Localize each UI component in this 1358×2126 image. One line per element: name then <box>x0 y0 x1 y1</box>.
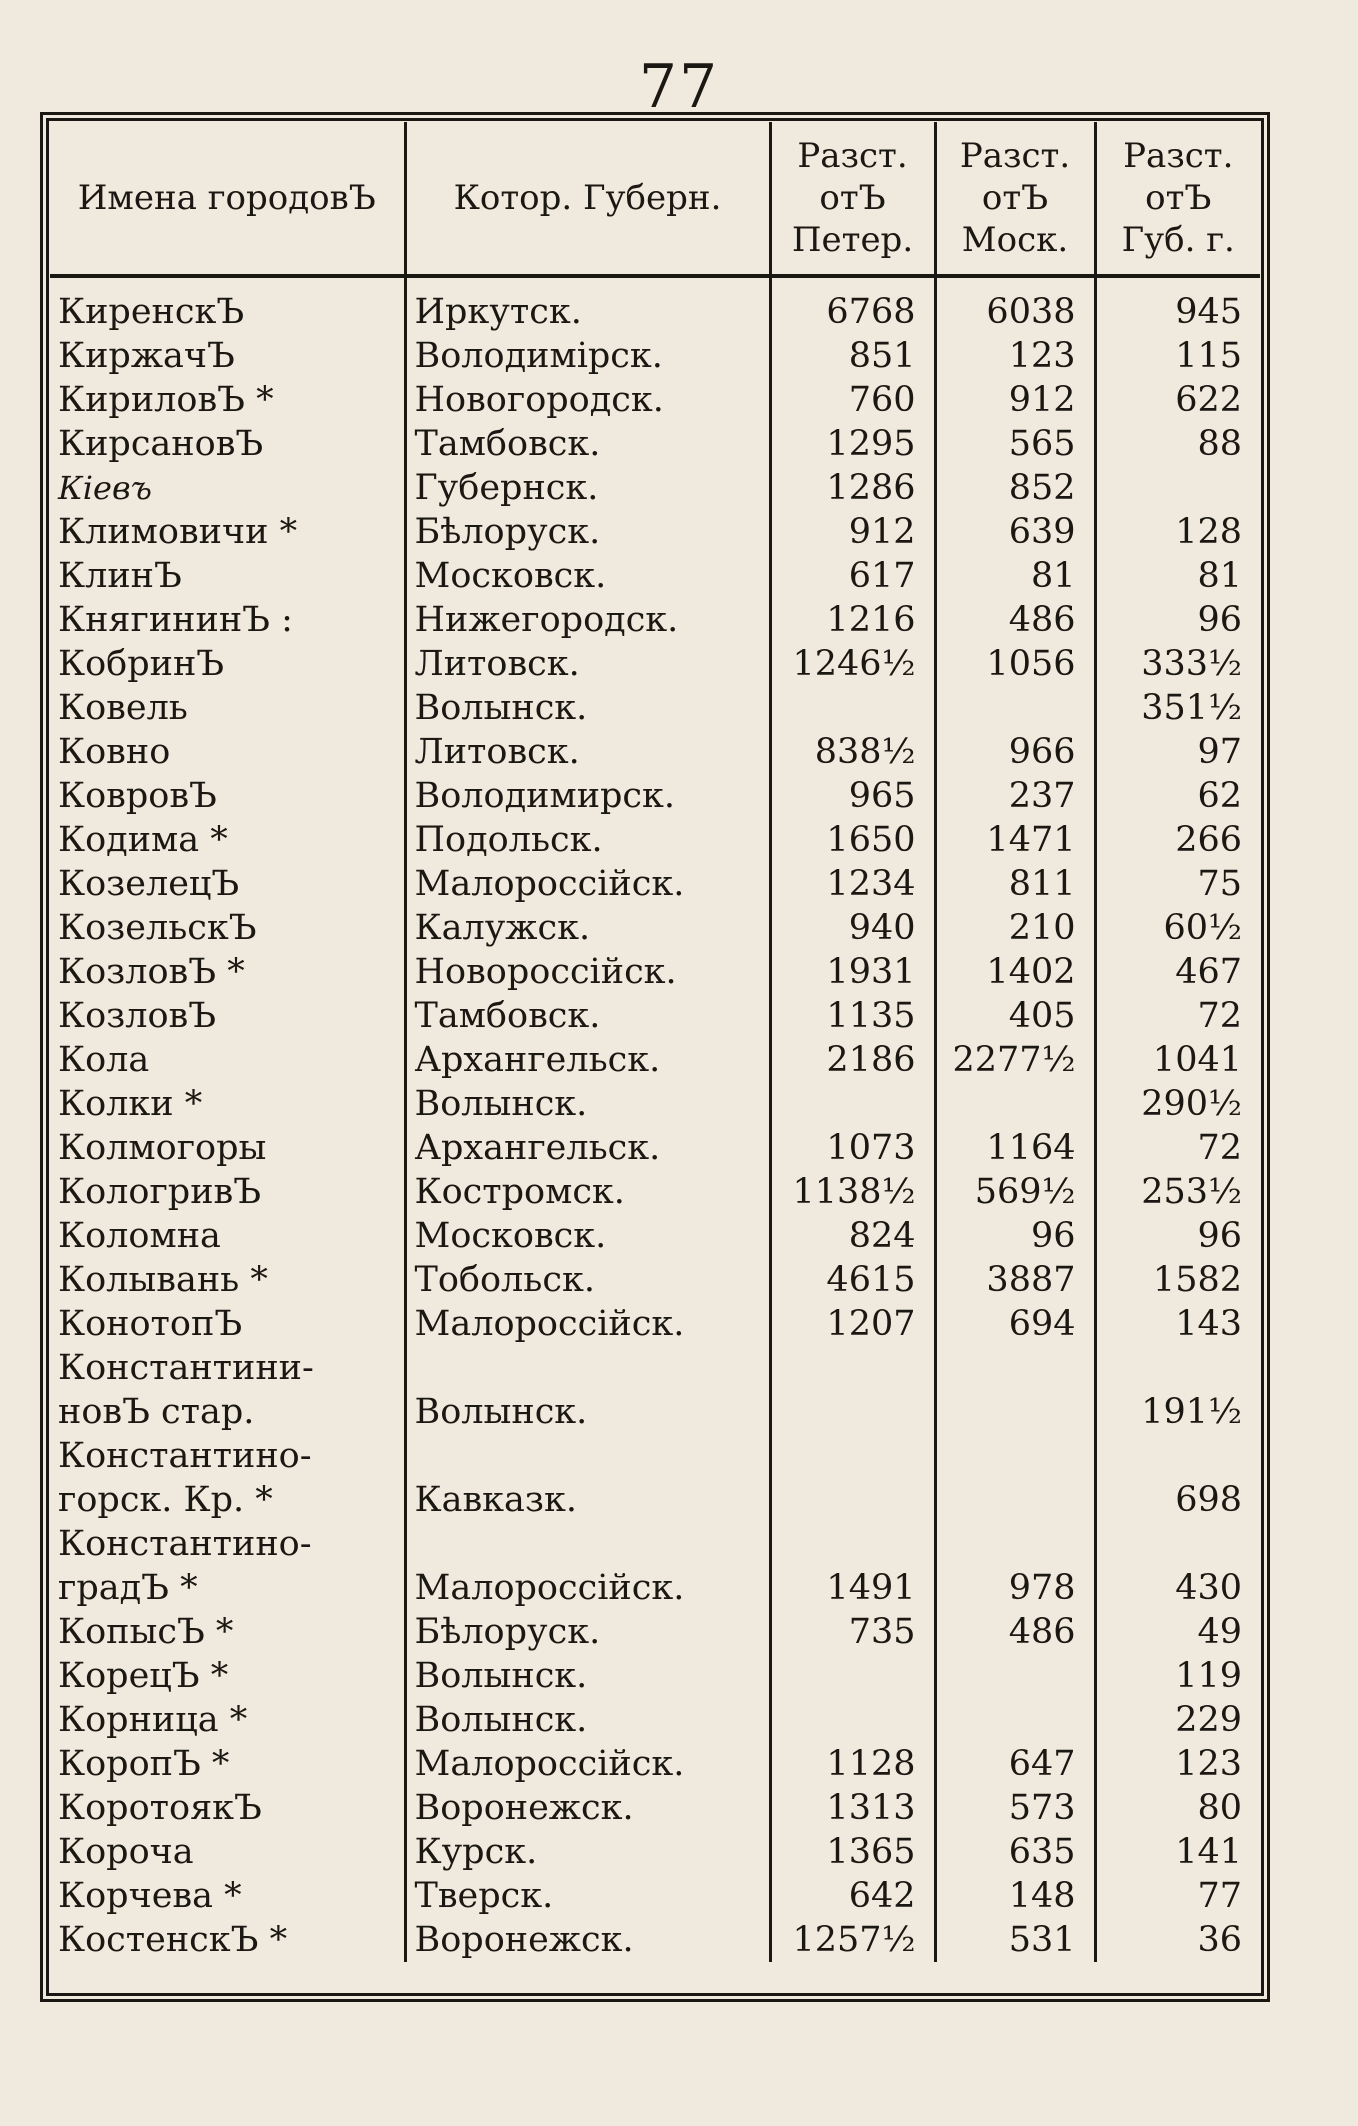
cell-dist-moscow <box>935 1654 1095 1698</box>
cell-dist-peter: 1216 <box>770 598 935 642</box>
cell-dist-moscow: 405 <box>935 994 1095 1038</box>
cell-dist-peter <box>770 1698 935 1742</box>
header-dist-moscow-l1: Разст. <box>959 136 1071 176</box>
cell-province: Костромск. <box>405 1170 770 1214</box>
header-dist-gub <box>1095 122 1260 276</box>
cell-dist-moscow: 1164 <box>935 1126 1095 1170</box>
cell-dist-gub: 60½ <box>1095 906 1260 950</box>
cell-dist-peter <box>770 1522 935 1566</box>
cell-city: Колмогоры <box>58 1128 267 1168</box>
cell-dist-moscow <box>935 1522 1095 1566</box>
cell-dist-moscow: 811 <box>935 862 1095 906</box>
header-dist-peter-l1: Разст. <box>797 136 908 176</box>
cell-dist-gub: 128 <box>1095 510 1260 554</box>
cell-dist-gub: 143 <box>1095 1302 1260 1346</box>
cell-dist-moscow: 912 <box>935 378 1095 422</box>
cell-dist-moscow: 6038 <box>935 276 1095 334</box>
cell-dist-peter <box>770 1082 935 1126</box>
cell-dist-peter: 735 <box>770 1610 935 1654</box>
cell-city: КологривЪ <box>58 1172 262 1212</box>
cell-dist-moscow: 647 <box>935 1742 1095 1786</box>
cell-dist-moscow: 237 <box>935 774 1095 818</box>
cell-dist-moscow: 639 <box>935 510 1095 554</box>
table-row <box>50 774 1260 818</box>
table-row <box>50 1258 1260 1302</box>
cell-dist-peter <box>770 1478 935 1522</box>
table-row <box>50 276 1260 334</box>
cell-dist-peter <box>770 686 935 730</box>
cell-dist-moscow: 123 <box>935 334 1095 378</box>
cell-dist-gub: 80 <box>1095 1786 1260 1830</box>
cell-dist-gub <box>1095 466 1260 510</box>
table-row <box>50 422 1260 466</box>
cell-dist-peter <box>770 1654 935 1698</box>
cell-city: Короча <box>58 1832 194 1872</box>
cell-dist-gub: 36 <box>1095 1918 1260 1962</box>
cell-province: Литовск. <box>405 730 770 774</box>
table-row <box>50 1874 1260 1918</box>
table-row <box>50 994 1260 1038</box>
cell-city: Корчева * <box>58 1876 242 1916</box>
cell-city: Колывань * <box>58 1260 268 1300</box>
cell-dist-gub <box>1095 1346 1260 1390</box>
cell-dist-peter: 1138½ <box>770 1170 935 1214</box>
cell-dist-moscow: 1056 <box>935 642 1095 686</box>
cell-city: Константино- <box>58 1524 312 1564</box>
table-row <box>50 466 1260 510</box>
cell-dist-moscow: 694 <box>935 1302 1095 1346</box>
cell-dist-peter: 4615 <box>770 1258 935 1302</box>
cell-dist-peter: 838½ <box>770 730 935 774</box>
header-dist-gub-l1: Разст. <box>1123 136 1234 176</box>
cell-city: Кола <box>58 1040 150 1080</box>
cell-province: Володимірск. <box>405 334 770 378</box>
cell-dist-moscow: 569½ <box>935 1170 1095 1214</box>
cell-dist-moscow: 1471 <box>935 818 1095 862</box>
cell-province: Иркутск. <box>405 276 770 334</box>
cell-dist-peter: 1931 <box>770 950 935 994</box>
cell-dist-gub: 77 <box>1095 1874 1260 1918</box>
cell-province: Литовск. <box>405 642 770 686</box>
cell-dist-moscow <box>935 1082 1095 1126</box>
table-row <box>50 1522 1260 1566</box>
cell-city: КириловЪ * <box>58 380 274 420</box>
cell-province: Архангельск. <box>405 1038 770 1082</box>
cell-dist-moscow <box>935 1698 1095 1742</box>
header-dist-peter-l2: отЪ <box>819 178 886 218</box>
header-dist-moscow-l3: Моск. <box>961 220 1069 260</box>
cell-city: новЪ стар. <box>58 1392 255 1432</box>
table-row <box>50 818 1260 862</box>
cell-dist-peter: 1491 <box>770 1566 935 1610</box>
cell-dist-moscow: 852 <box>935 466 1095 510</box>
table-row <box>50 906 1260 950</box>
cell-dist-gub: 290½ <box>1095 1082 1260 1126</box>
cell-province: Архангельск. <box>405 1126 770 1170</box>
cell-city: Коломна <box>58 1216 221 1256</box>
cell-dist-gub: 351½ <box>1095 686 1260 730</box>
cell-province: Подольск. <box>405 818 770 862</box>
table-row <box>50 686 1260 730</box>
cell-province: Калужск. <box>405 906 770 950</box>
cell-province <box>405 1522 770 1566</box>
cell-dist-moscow: 635 <box>935 1830 1095 1874</box>
cell-city: Климовичи * <box>58 512 298 552</box>
table-row <box>50 378 1260 422</box>
cell-province: Московск. <box>405 554 770 598</box>
cell-dist-peter: 1257½ <box>770 1918 935 1962</box>
distance-table <box>50 122 1260 1962</box>
table-row <box>50 1698 1260 1742</box>
cell-dist-gub: 97 <box>1095 730 1260 774</box>
cell-province: Бѣлоруск. <box>405 510 770 554</box>
table-row <box>50 1786 1260 1830</box>
table-row <box>50 642 1260 686</box>
cell-province: Новороссійск. <box>405 950 770 994</box>
cell-dist-peter: 6768 <box>770 276 935 334</box>
cell-dist-peter: 940 <box>770 906 935 950</box>
table-row <box>50 554 1260 598</box>
header-city: Имена городовЪ <box>50 122 405 276</box>
cell-dist-gub <box>1095 1522 1260 1566</box>
cell-city: КорецЪ * <box>58 1656 229 1696</box>
cell-dist-moscow: 1402 <box>935 950 1095 994</box>
cell-dist-gub: 88 <box>1095 422 1260 466</box>
cell-province: Тверск. <box>405 1874 770 1918</box>
cell-province: Малороссійск. <box>405 862 770 906</box>
cell-dist-moscow <box>935 1346 1095 1390</box>
cell-province: Нижегородск. <box>405 598 770 642</box>
cell-dist-peter: 1286 <box>770 466 935 510</box>
table-row <box>50 598 1260 642</box>
cell-dist-gub: 253½ <box>1095 1170 1260 1214</box>
cell-dist-moscow <box>935 1390 1095 1434</box>
cell-province: Новогородск. <box>405 378 770 422</box>
cell-city: Колки * <box>58 1084 203 1124</box>
cell-dist-gub: 266 <box>1095 818 1260 862</box>
cell-dist-moscow: 210 <box>935 906 1095 950</box>
header-dist-moscow <box>935 122 1095 276</box>
cell-city: Константини- <box>58 1348 314 1388</box>
header-dist-moscow-l2: отЪ <box>981 178 1049 218</box>
cell-province: Малороссійск. <box>405 1566 770 1610</box>
cell-province: Воронежск. <box>405 1918 770 1962</box>
table-row <box>50 1610 1260 1654</box>
cell-dist-moscow: 966 <box>935 730 1095 774</box>
page-number: 77 <box>638 52 720 122</box>
cell-dist-gub: 467 <box>1095 950 1260 994</box>
cell-dist-moscow <box>935 1434 1095 1478</box>
cell-city: Константино- <box>58 1436 312 1476</box>
table-row <box>50 1918 1260 1962</box>
cell-dist-peter: 965 <box>770 774 935 818</box>
cell-province: Малороссійск. <box>405 1742 770 1786</box>
cell-dist-moscow <box>935 1478 1095 1522</box>
cell-city: КозелецЪ <box>58 864 240 904</box>
cell-dist-gub: 72 <box>1095 1126 1260 1170</box>
cell-dist-gub: 96 <box>1095 598 1260 642</box>
header-dist-peter-l3: Петер. <box>791 220 914 260</box>
header-dist-peter <box>770 122 935 276</box>
cell-city: КлинЪ <box>58 556 182 596</box>
cell-dist-gub: 81 <box>1095 554 1260 598</box>
cell-province: Московск. <box>405 1214 770 1258</box>
cell-dist-gub: 72 <box>1095 994 1260 1038</box>
cell-dist-peter: 824 <box>770 1214 935 1258</box>
table-row <box>50 1038 1260 1082</box>
table-row <box>50 510 1260 554</box>
cell-city: Ковель <box>58 688 188 728</box>
cell-city: горск. Кр. * <box>58 1480 273 1520</box>
cell-dist-peter: 1128 <box>770 1742 935 1786</box>
cell-dist-moscow: 148 <box>935 1874 1095 1918</box>
cell-dist-peter <box>770 1346 935 1390</box>
cell-province: Курск. <box>405 1830 770 1874</box>
cell-city: КиренскЪ <box>58 292 245 332</box>
cell-city: КиржачЪ <box>58 336 235 376</box>
cell-dist-peter: 1650 <box>770 818 935 862</box>
cell-city: Ковно <box>58 732 171 772</box>
cell-province: Кавказк. <box>405 1478 770 1522</box>
cell-dist-peter: 1313 <box>770 1786 935 1830</box>
cell-province: Володимирск. <box>405 774 770 818</box>
cell-province: Воронежск. <box>405 1786 770 1830</box>
table-row <box>50 730 1260 774</box>
cell-dist-gub: 945 <box>1095 276 1260 334</box>
cell-city: КирсановЪ <box>58 424 264 464</box>
cell-dist-peter: 617 <box>770 554 935 598</box>
cell-province: Тамбовск. <box>405 994 770 1038</box>
cell-city: градЪ * <box>58 1568 198 1608</box>
cell-dist-peter: 1295 <box>770 422 935 466</box>
cell-dist-moscow <box>935 686 1095 730</box>
cell-province: Волынск. <box>405 1698 770 1742</box>
cell-dist-gub: 49 <box>1095 1610 1260 1654</box>
cell-dist-moscow: 81 <box>935 554 1095 598</box>
cell-city: КобринЪ <box>58 644 225 684</box>
cell-city: КозельскЪ <box>58 908 257 948</box>
table-row <box>50 1654 1260 1698</box>
cell-dist-moscow: 565 <box>935 422 1095 466</box>
cell-city: КонотопЪ <box>58 1304 243 1344</box>
cell-city: Корница * <box>58 1700 248 1740</box>
cell-city: КопысЪ * <box>58 1612 234 1652</box>
cell-city: КнягининЪ : <box>58 600 293 640</box>
cell-dist-peter <box>770 1434 935 1478</box>
cell-dist-gub: 698 <box>1095 1478 1260 1522</box>
cell-dist-peter: 1234 <box>770 862 935 906</box>
table-header-row <box>50 122 1260 276</box>
cell-dist-gub: 96 <box>1095 1214 1260 1258</box>
cell-dist-peter: 1246½ <box>770 642 935 686</box>
cell-dist-moscow: 2277½ <box>935 1038 1095 1082</box>
cell-city: КоропЪ * <box>58 1744 230 1784</box>
cell-province: Волынск. <box>405 1390 770 1434</box>
table-row <box>50 1302 1260 1346</box>
table-row <box>50 1434 1260 1478</box>
cell-dist-peter: 760 <box>770 378 935 422</box>
table-row <box>50 1082 1260 1126</box>
cell-province <box>405 1434 770 1478</box>
table-row <box>50 950 1260 994</box>
table-row <box>50 1390 1260 1434</box>
cell-city: Кіевъ <box>58 469 152 507</box>
table-row <box>50 862 1260 906</box>
cell-dist-gub: 229 <box>1095 1698 1260 1742</box>
cell-province: Малороссійск. <box>405 1302 770 1346</box>
cell-dist-moscow: 3887 <box>935 1258 1095 1302</box>
cell-dist-moscow: 978 <box>935 1566 1095 1610</box>
table-row <box>50 1478 1260 1522</box>
cell-city: КовровЪ <box>58 776 217 816</box>
cell-dist-moscow: 96 <box>935 1214 1095 1258</box>
cell-dist-gub: 115 <box>1095 334 1260 378</box>
cell-dist-peter: 642 <box>770 1874 935 1918</box>
cell-dist-moscow: 531 <box>935 1918 1095 1962</box>
cell-province <box>405 1346 770 1390</box>
cell-province: Бѣлоруск. <box>405 1610 770 1654</box>
cell-dist-gub: 123 <box>1095 1742 1260 1786</box>
cell-city: КозловЪ * <box>58 952 245 992</box>
cell-province: Губернск. <box>405 466 770 510</box>
cell-dist-peter: 1365 <box>770 1830 935 1874</box>
cell-dist-gub: 119 <box>1095 1654 1260 1698</box>
header-dist-gub-l3: Губ. г. <box>1121 220 1235 260</box>
cell-dist-gub: 75 <box>1095 862 1260 906</box>
cell-city: КозловЪ <box>58 996 217 1036</box>
table-row <box>50 1566 1260 1610</box>
cell-dist-peter: 1207 <box>770 1302 935 1346</box>
cell-dist-moscow: 573 <box>935 1786 1095 1830</box>
cell-dist-gub: 141 <box>1095 1830 1260 1874</box>
header-dist-gub-l2: отЪ <box>1145 178 1212 218</box>
cell-dist-moscow: 486 <box>935 598 1095 642</box>
cell-dist-gub: 333½ <box>1095 642 1260 686</box>
cell-province: Волынск. <box>405 686 770 730</box>
cell-dist-gub: 1041 <box>1095 1038 1260 1082</box>
table-row <box>50 1170 1260 1214</box>
table-row <box>50 1214 1260 1258</box>
cell-dist-gub: 622 <box>1095 378 1260 422</box>
cell-city: Кодима * <box>58 820 228 860</box>
cell-province: Волынск. <box>405 1082 770 1126</box>
cell-province: Тобольск. <box>405 1258 770 1302</box>
table-row <box>50 1830 1260 1874</box>
table-row <box>50 1126 1260 1170</box>
cell-dist-gub <box>1095 1434 1260 1478</box>
cell-dist-peter: 2186 <box>770 1038 935 1082</box>
cell-province: Волынск. <box>405 1654 770 1698</box>
table-row <box>50 1742 1260 1786</box>
cell-city: КоротоякЪ <box>58 1788 262 1828</box>
cell-dist-gub: 62 <box>1095 774 1260 818</box>
cell-dist-peter: 1073 <box>770 1126 935 1170</box>
cell-dist-peter <box>770 1390 935 1434</box>
cell-dist-gub: 191½ <box>1095 1390 1260 1434</box>
cell-province: Тамбовск. <box>405 422 770 466</box>
table-row <box>50 1346 1260 1390</box>
header-province: Котор. Губерн. <box>405 122 770 276</box>
table-row <box>50 334 1260 378</box>
cell-dist-peter: 1135 <box>770 994 935 1038</box>
cell-city: КостенскЪ * <box>58 1920 288 1960</box>
cell-dist-peter: 851 <box>770 334 935 378</box>
cell-dist-peter: 912 <box>770 510 935 554</box>
cell-dist-gub: 1582 <box>1095 1258 1260 1302</box>
cell-dist-gub: 430 <box>1095 1566 1260 1610</box>
cell-dist-moscow: 486 <box>935 1610 1095 1654</box>
